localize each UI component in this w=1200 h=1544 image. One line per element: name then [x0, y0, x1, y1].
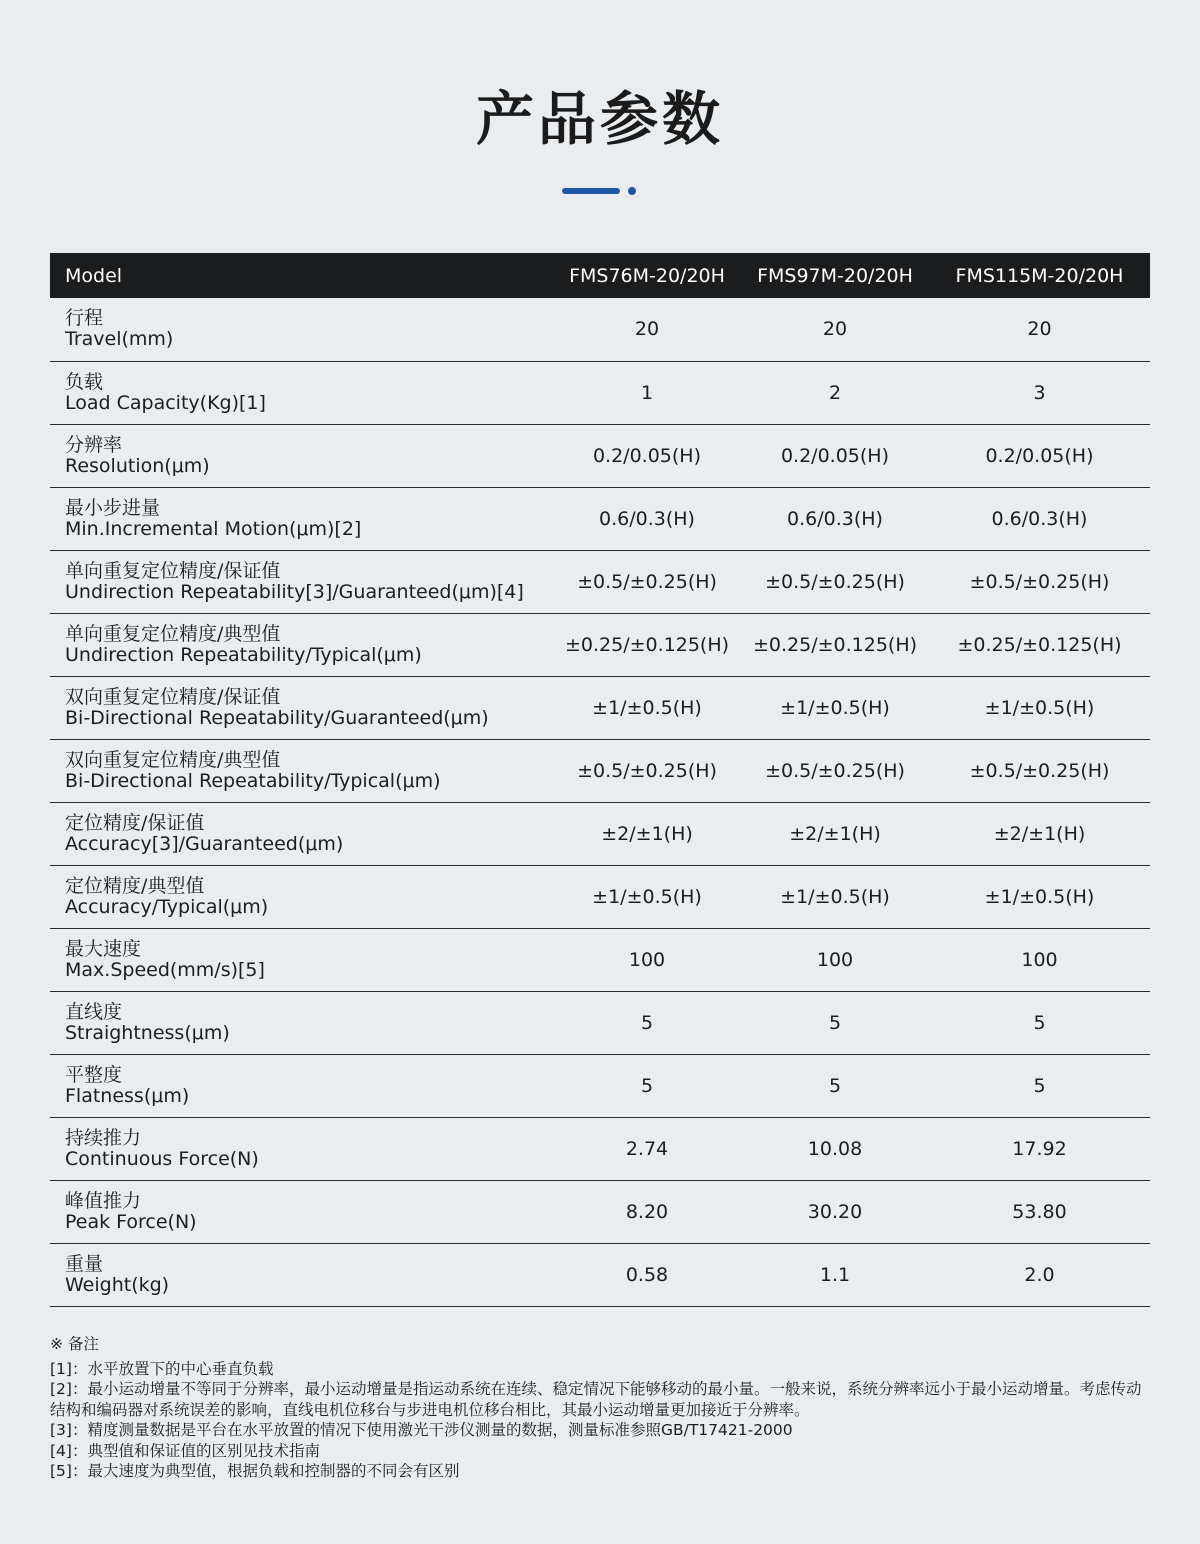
row-value-model-1: 20	[634, 318, 660, 341]
row-value-model-2: 0.6/0.3(H)	[787, 507, 883, 530]
row-label-zh: 定位精度/保证值	[65, 811, 205, 834]
row-value-model-3: 2.0	[1024, 1263, 1055, 1286]
row-label-en: Min.Incremental Motion(μm)[2]	[65, 517, 362, 540]
row-value-model-2: 5	[828, 1011, 842, 1034]
row-value-model-3: 5	[1033, 1011, 1046, 1034]
row-value-model-3: 3	[1033, 381, 1046, 404]
header-model-3: FMS115M-20/20H	[929, 253, 1150, 298]
row-value-model-1: 1	[640, 381, 654, 404]
row-value-model-2: 0.2/0.05(H)	[780, 444, 890, 467]
row-label-en: Bi-Directional Repeatability/Guaranteed(μm)	[65, 706, 489, 729]
row-label-en: Flatness(μm)	[65, 1084, 190, 1107]
row-value-model-3: 20	[1027, 318, 1052, 341]
table-row	[50, 865, 1150, 928]
row-label	[50, 676, 553, 739]
row-label-en: Accuracy[3]/Guaranteed(μm)	[65, 832, 344, 855]
row-value-model-1: 5	[640, 1011, 654, 1034]
row-value-model-1: 8.20	[625, 1200, 669, 1223]
row-label-en: Max.Speed(mm/s)[5]	[65, 958, 265, 981]
row-label	[50, 865, 553, 928]
row-value-model-1: 0.6/0.3(H)	[599, 507, 695, 530]
row-value-model-1: ±0.5/±0.25(H)	[577, 759, 717, 782]
header-model-1: FMS76M-20/20H	[553, 253, 741, 298]
row-label-en: Resolution(μm)	[65, 454, 210, 477]
table-row	[50, 361, 1150, 424]
table-row	[50, 1117, 1150, 1180]
note-item: [3]：精度测量数据是平台在水平放置的情况下使用激光干涉仪测量的数据，测量标准参照GB/T17421-2000	[50, 1421, 793, 1439]
note-item: [1]：水平放置下的中心垂直负载	[50, 1359, 274, 1378]
row-value-model-3: ±0.5/±0.25(H)	[969, 759, 1110, 782]
row-value-model-1: 2.74	[625, 1137, 669, 1160]
row-value-model-2: 100	[816, 948, 854, 971]
table-row	[50, 298, 1150, 361]
row-value-model-1: 100	[628, 948, 666, 971]
row-label-zh: 单向重复定位精度/保证值	[65, 559, 281, 582]
row-label-zh: 峰值推力	[65, 1189, 142, 1212]
header-model-label: Model	[50, 253, 553, 298]
row-value-model-3: 0.6/0.3(H)	[991, 507, 1088, 530]
row-label	[50, 487, 553, 550]
row-value-model-2: ±0.5/±0.25(H)	[765, 759, 905, 782]
row-label-en: Load Capacity(Kg)[1]	[65, 391, 266, 414]
row-value-model-3: ±1/±0.5(H)	[984, 885, 1095, 908]
row-label-en: Undirection Repeatability[3]/Guaranteed(μm)[4]	[65, 580, 524, 603]
row-value-model-2: ±2/±1(H)	[789, 822, 881, 845]
note-item: [5]：最大速度为典型值，根据负载和控制器的不同会有区别	[50, 1462, 460, 1480]
table-row	[50, 676, 1150, 739]
row-value-model-2: 10.08	[807, 1137, 863, 1160]
row-label	[50, 1117, 553, 1180]
row-label-en: Peak Force(N)	[65, 1210, 197, 1233]
row-label-zh: 最小步进量	[65, 496, 161, 519]
table-row	[50, 991, 1150, 1054]
row-label	[50, 613, 553, 676]
row-value-model-1: ±0.25/±0.125(H)	[564, 633, 730, 656]
row-label-zh: 负载	[65, 370, 104, 393]
table-row	[50, 928, 1150, 991]
row-value-model-3: ±2/±1(H)	[993, 822, 1086, 845]
row-label	[50, 739, 553, 802]
row-value-model-1: 0.58	[625, 1263, 669, 1286]
row-value-model-2: 1.1	[819, 1263, 851, 1286]
row-value-model-1: 0.2/0.05(H)	[592, 444, 702, 467]
row-value-model-3: ±0.25/±0.125(H)	[957, 633, 1122, 656]
row-value-model-1: ±1/±0.5(H)	[592, 696, 702, 719]
row-value-model-2: 30.20	[807, 1200, 863, 1223]
accent-bar	[562, 188, 620, 194]
row-value-model-1: 5	[640, 1074, 654, 1097]
row-label-en: Straightness(μm)	[65, 1021, 230, 1044]
row-label	[50, 298, 553, 361]
row-label-zh: 双向重复定位精度/典型值	[65, 748, 281, 771]
row-label-zh: 分辨率	[65, 433, 123, 456]
table-row	[50, 802, 1150, 865]
row-label-en: Bi-Directional Repeatability/Typical(μm)	[65, 769, 441, 792]
row-value-model-2: ±0.5/±0.25(H)	[765, 570, 905, 593]
row-label-zh: 定位精度/典型值	[65, 874, 205, 897]
notes	[50, 1334, 1150, 1482]
row-value-model-2: ±0.25/±0.125(H)	[752, 633, 918, 656]
row-label-en: Weight(kg)	[65, 1273, 170, 1296]
row-label	[50, 1054, 553, 1117]
row-value-model-2: ±1/±0.5(H)	[780, 696, 890, 719]
row-label-zh: 持续推力	[65, 1126, 142, 1149]
row-value-model-2: 5	[828, 1074, 842, 1097]
accent-dot	[628, 187, 636, 195]
note-item: [4]：典型值和保证值的区别见技术指南	[50, 1441, 320, 1460]
row-label	[50, 1180, 553, 1243]
row-value-model-2: 2	[828, 381, 842, 404]
row-value-model-3: 53.80	[1012, 1200, 1067, 1223]
row-value-model-2: ±1/±0.5(H)	[780, 885, 890, 908]
row-value-model-3: 100	[1021, 948, 1058, 971]
table-row	[50, 613, 1150, 676]
table-row	[50, 1243, 1150, 1306]
row-label	[50, 1243, 553, 1306]
row-label-zh: 单向重复定位精度/典型值	[65, 622, 281, 645]
table-body	[50, 298, 1150, 1306]
row-value-model-3: 0.2/0.05(H)	[985, 444, 1094, 467]
row-value-model-1: ±2/±1(H)	[601, 822, 693, 845]
row-value-model-3: ±1/±0.5(H)	[984, 696, 1095, 719]
spec-table	[50, 253, 1150, 1307]
note-item: [2]：最小运动增量不等同于分辨率，最小运动增量是指运动系统在连续、稳定情况下能够移动的最小量。一般来说，系统分辨率远小于最小运动增量。考虑传动结构和编码器对系统误差的影响，直线电机位移台与步进电机位移台相比，其最小运动增量更加接近于分辨率。	[50, 1380, 1142, 1419]
row-label	[50, 424, 553, 487]
table-row	[50, 1180, 1150, 1243]
row-label-zh: 行程	[65, 307, 104, 330]
table-row	[50, 1054, 1150, 1117]
table-row	[50, 424, 1150, 487]
notes-title: ※ 备注	[50, 1335, 99, 1353]
row-label-en: Continuous Force(N)	[65, 1147, 259, 1170]
row-label-zh: 重量	[65, 1252, 104, 1275]
row-label-en: Undirection Repeatability/Typical(μm)	[65, 643, 422, 666]
row-label-zh: 最大速度	[65, 937, 142, 960]
row-label	[50, 361, 553, 424]
row-label	[50, 928, 553, 991]
table-header-row	[50, 253, 1150, 298]
row-label	[50, 802, 553, 865]
row-label-zh: 双向重复定位精度/保证值	[65, 685, 281, 708]
row-label-en: Accuracy/Typical(μm)	[65, 895, 269, 918]
row-label-zh: 平整度	[65, 1063, 123, 1086]
row-label-en: Travel(mm)	[65, 328, 174, 351]
row-value-model-3: 5	[1033, 1074, 1046, 1097]
row-value-model-3: ±0.5/±0.25(H)	[969, 570, 1110, 593]
row-label-zh: 直线度	[65, 1000, 123, 1023]
row-value-model-3: 17.92	[1012, 1137, 1067, 1160]
table-row	[50, 550, 1150, 613]
table-row	[50, 487, 1150, 550]
row-value-model-1: ±1/±0.5(H)	[592, 885, 702, 908]
page-title: 产品参数	[475, 85, 724, 153]
table-row	[50, 739, 1150, 802]
row-label	[50, 550, 553, 613]
row-label	[50, 991, 553, 1054]
row-value-model-2: 20	[822, 318, 848, 341]
header-model-2: FMS97M-20/20H	[741, 253, 929, 298]
row-value-model-1: ±0.5/±0.25(H)	[577, 570, 717, 593]
